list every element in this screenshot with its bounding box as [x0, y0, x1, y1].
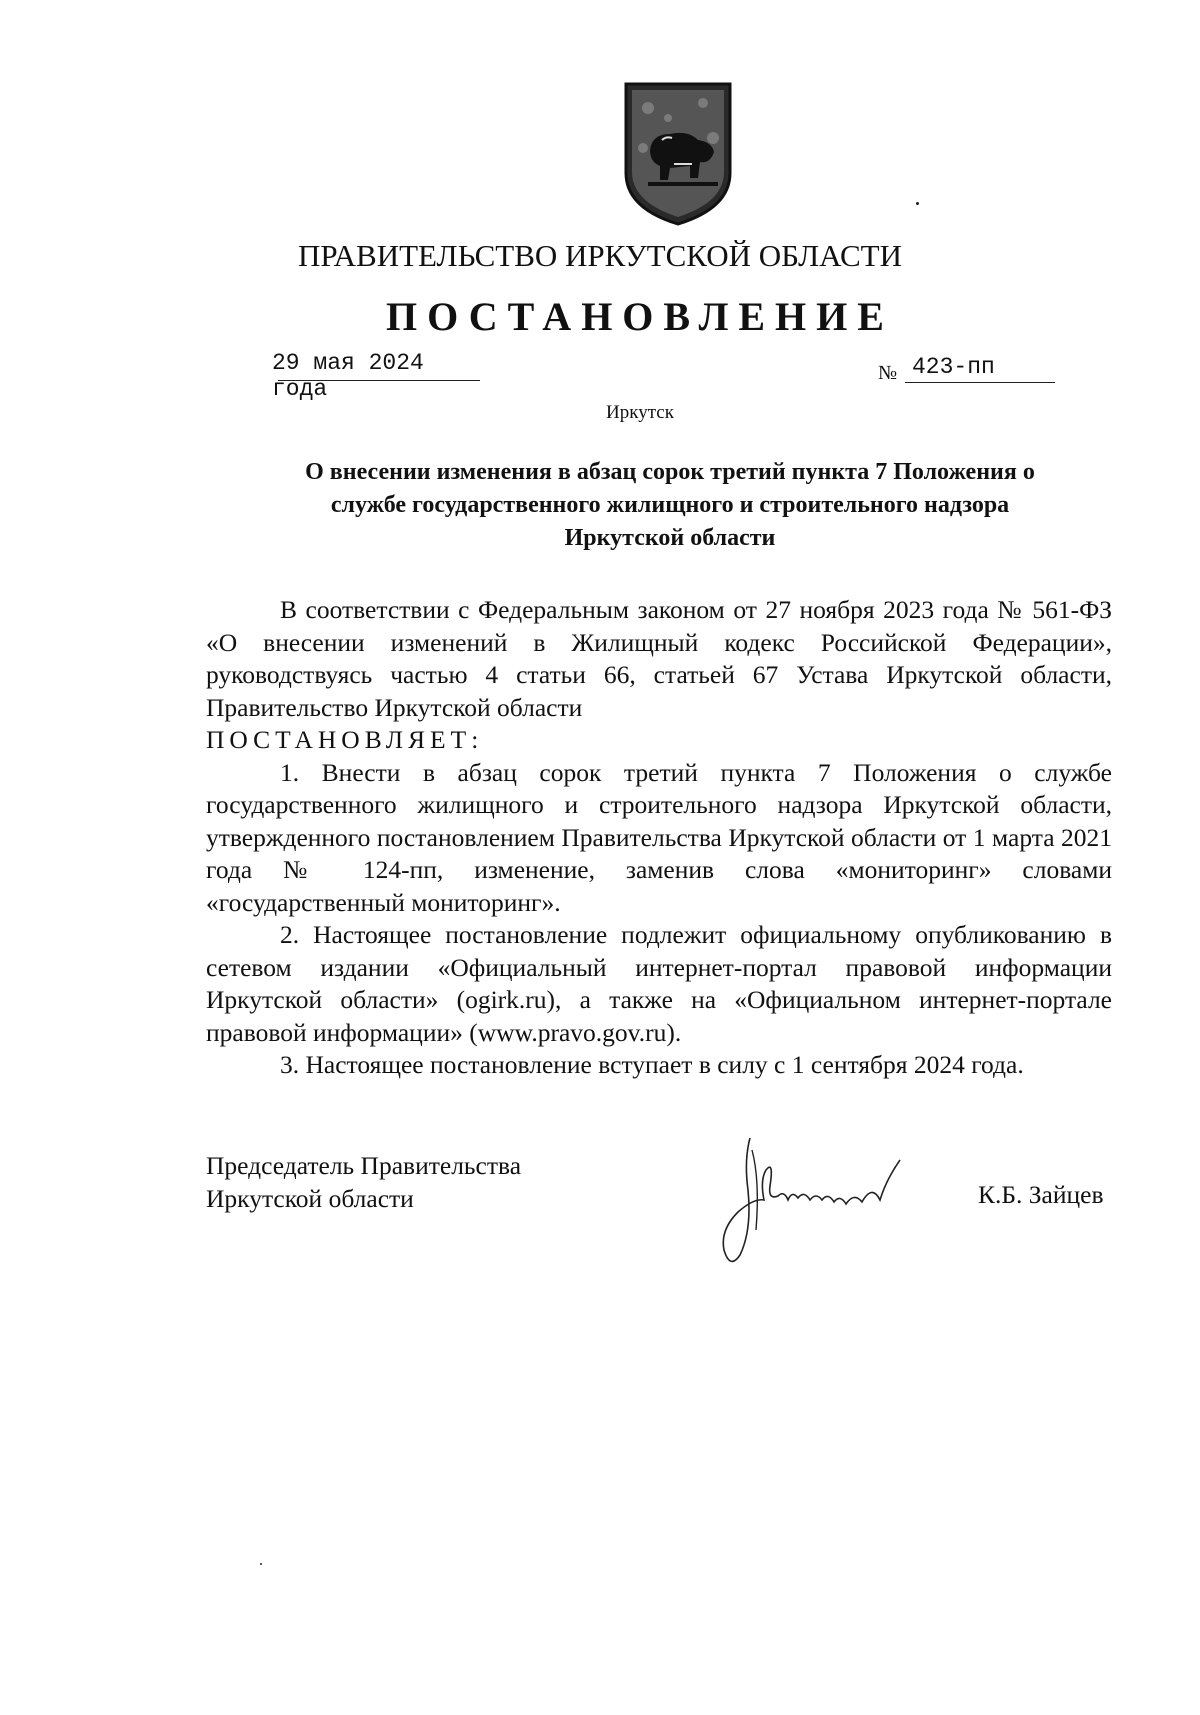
date-underline	[278, 380, 480, 381]
number-sign: №	[878, 362, 898, 384]
signatory-position	[206, 1149, 521, 1215]
document-body	[206, 594, 1112, 1082]
coat-of-arms-icon	[618, 78, 738, 228]
signatory-name: К.Б. Зайцев	[978, 1180, 1104, 1209]
preamble-paragraph: В соответствии с Федеральным законом от 27 ноября 2023 года № 561-ФЗ «О внесении изменений в Жилищный кодекс Российской Федерации», руководствуясь частью 4 статьи 66, статьей 67 Устава Иркутской области, Правительство Иркутской области	[206, 595, 1112, 722]
document-type-heading: ПОСТАНОВЛЕНИЕ	[386, 294, 894, 339]
position-line: Председатель Правительства	[206, 1151, 522, 1180]
decree-word: ПОСТАНОВЛЯЕТ:	[206, 725, 484, 754]
scan-speck	[260, 1563, 262, 1565]
document-number: 423-пп	[912, 354, 995, 380]
document-date: 29 мая 2024 года	[272, 350, 424, 402]
signature-image	[704, 1120, 954, 1275]
document-city: Иркутск	[606, 402, 674, 423]
scan-speck	[916, 202, 919, 205]
number-underline	[905, 382, 1055, 383]
position-line: Иркутской области	[206, 1184, 414, 1213]
title-line: службе государственного жилищного и строительного надзора	[330, 492, 1010, 518]
item-paragraph: 3. Настоящее постановление вступает в силу с 1 сентября 2024 года.	[280, 1050, 1024, 1079]
item-paragraph: 2. Настоящее постановление подлежит официальному опубликованию в сетевом издании «Официальный интернет-портал правовой информации Иркутской области» (ogirk.ru), а также на «Официальном интернет-портале правовой информации» (www.pravo.gov.ru).	[206, 920, 1112, 1047]
title-line: Иркутской области	[564, 525, 776, 551]
title-line: О внесении изменения в абзац сорок третий пункта 7 Положения о	[305, 459, 1035, 485]
document-title	[250, 456, 1090, 555]
item-paragraph: 1. Внести в абзац сорок третий пункта 7 Положения о службе государственного жилищного и строительного надзора Иркутской области, утвержденного постановлением Правительства Иркутской области от 1 марта 2021 года № 124-пп, изменение, заменив слова «мониторинг» словами «государственный мониторинг».	[206, 757, 1112, 917]
government-name: ПРАВИТЕЛЬСТВО ИРКУТСКОЙ ОБЛАСТИ	[297, 238, 902, 273]
